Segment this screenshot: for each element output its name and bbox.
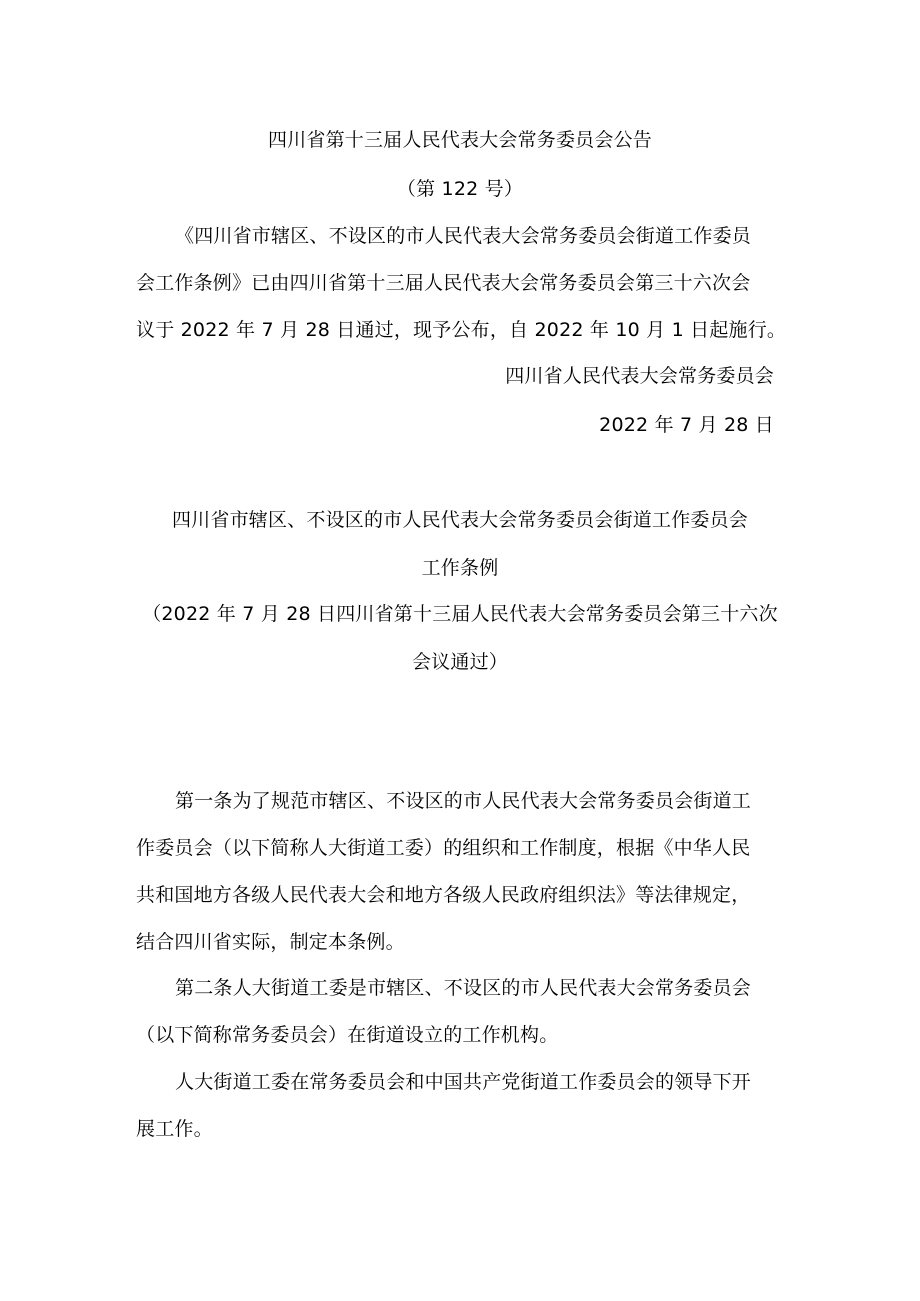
regulation-adoption-line: 会议通过） (411, 651, 508, 673)
regulation-title-line: 四川省市辖区、不设区的市人民代表大会常务委员会街道工作委员会 (171, 509, 748, 531)
announcement-title: 四川省第十三届人民代表大会常务委员会公告 (267, 129, 652, 151)
article-1-line: 共和国地方各级人民代表大会和地方各级人民政府组织法》等法律规定， (136, 884, 751, 906)
announcement-body-line: 《四川省市辖区、不设区的市人民代表大会常务委员会街道工作委员 (175, 225, 752, 247)
article-1-line: 第一条为了规范市辖区、不设区的市人民代表大会常务委员会街道工 (175, 790, 752, 812)
article-1-line: 结合四川省实际，制定本条例。 (136, 931, 405, 953)
regulation-adoption-line: （2022 年 7 月 28 日四川省第十三届人民代表大会常务委员会第三十六次 (142, 603, 778, 625)
regulation-title-line: 工作条例 (421, 557, 499, 579)
announcement-number: （第 122 号） (396, 178, 524, 200)
article-2-paragraph-line: 人大街道工委在常务委员会和中国共产党街道工作委员会的领导下开 (175, 1071, 752, 1093)
announcement-body-line: 议于 2022 年 7 月 28 日通过，现予公布，自 2022 年 10 月 1 日起施行。 (136, 319, 787, 341)
article-2-paragraph-line: 展工作。 (136, 1118, 213, 1140)
article-2-line: 第二条人大街道工委是市辖区、不设区的市人民代表大会常务委员会 (175, 977, 752, 999)
announcement-signature: 四川省人民代表大会常务委员会 (505, 365, 774, 387)
announcement-date: 2022 年 7 月 28 日 (599, 414, 774, 436)
article-1-line: 作委员会（以下简称人大街道工委）的组织和工作制度，根据《中华人民 (136, 837, 751, 859)
announcement-body-line: 会工作条例》已由四川省第十三届人民代表大会常务委员会第三十六次会 (136, 272, 751, 294)
article-2-line: （以下简称常务委员会）在街道设立的工作机构。 (136, 1024, 559, 1046)
